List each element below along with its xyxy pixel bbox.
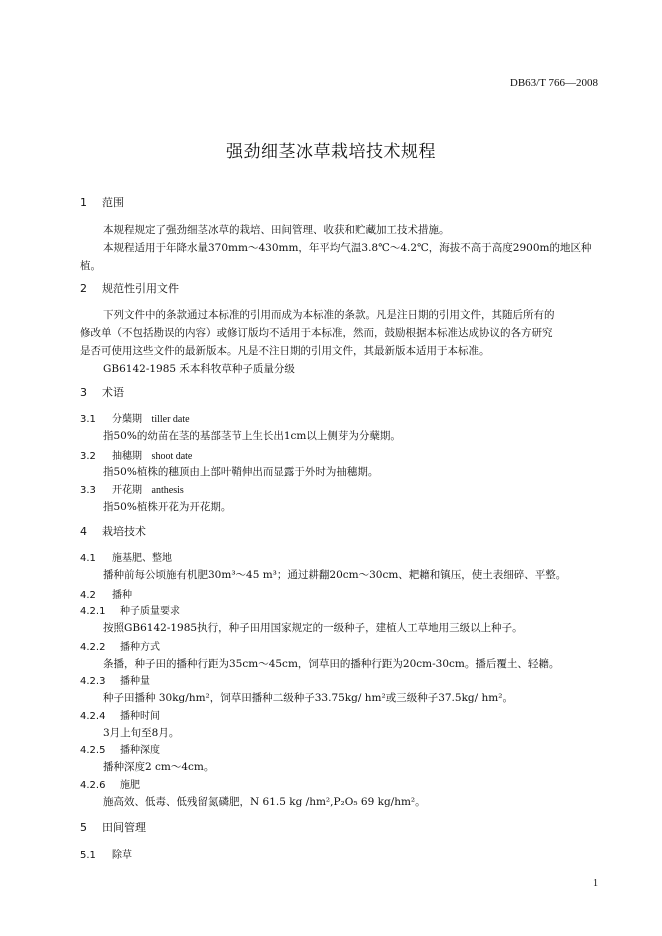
clause-number: 3.2: [80, 451, 96, 462]
term-en: shoot date: [151, 451, 193, 462]
clause-4-2-1-heading: [80, 602, 180, 617]
clause-number: 4.2.5: [80, 745, 106, 756]
s1-paragraph-1: 本规程规定了强劲细茎冰草的栽培、田间管理、收获和贮藏加工技术措施。: [103, 224, 450, 236]
clause-title: 播种: [112, 590, 132, 601]
term-3-3-heading: [80, 481, 184, 496]
clause-4-2-5-heading: [80, 741, 160, 756]
section-4-heading: [80, 523, 146, 539]
clause-4-1-heading: [80, 549, 172, 564]
clause-4-2-2-text: 条播，种子田的播种行距为35cm～45cm，饲草田的播种行距为20cm-30cm。播后覆土、轻耱。: [103, 658, 560, 670]
term-en: tiller date: [151, 414, 190, 425]
term-cn: 开花期: [112, 485, 142, 496]
clause-4-2-6-text: 施高效、低毒、低残留氮磷肥，N 61.5 kg /hm²,P₂O₅ 69 kg/hm²。: [103, 796, 426, 808]
section-title: 范围: [102, 196, 124, 209]
term-3-3-definition: 指50%植株开花为开花期。: [103, 501, 232, 513]
clause-4-2-heading: [80, 586, 132, 601]
section-1-heading: [80, 194, 124, 210]
s2-reference: GB6142-1985 禾本科牧草种子质量分级: [103, 363, 295, 375]
clause-title: 除草: [112, 850, 132, 861]
term-cn: 抽穗期: [112, 451, 142, 462]
term-3-1-heading: [80, 410, 190, 425]
clause-number: 4.1: [80, 553, 96, 564]
clause-title: 播种深度: [120, 745, 160, 756]
section-2-heading: [80, 280, 179, 296]
clause-title: 施肥: [120, 780, 140, 791]
clause-number: 4.2: [80, 590, 96, 601]
clause-title: 播种量: [120, 676, 150, 687]
section-number: 3: [80, 386, 87, 399]
s2-paragraph-line1: 下列文件中的条款通过本标准的引用而成为本标准的条款。凡是注日期的引用文件，其随后所有的: [103, 309, 555, 321]
term-3-1-definition: 指50%的幼苗在茎的基部茎节上生长出1cm以上侧芽为分蘖期。: [103, 430, 401, 442]
term-en: anthesis: [151, 485, 184, 496]
clause-number: 4.2.3: [80, 676, 106, 687]
section-number: 5: [80, 821, 87, 834]
term-3-2-definition: 指50%植株的穗顶由上部叶鞘伸出而显露于外时为抽穗期。: [103, 466, 379, 478]
clause-4-1-text: 播种前每公顷施有机肥30m³～45 m³；通过耕翻20cm～30cm、耙耱和镇压，使土表细碎、平整。: [103, 569, 567, 581]
section-title: 田间管理: [102, 821, 146, 834]
s1-paragraph-2-line1: 本规程适用于年降水量370mm～430mm，年平均气温3.8℃～4.2℃，海拔不高于高度2900m的地区种: [103, 242, 592, 254]
s2-paragraph-line3: 是否可使用这些文件的最新版本。凡是不注日期的引用文件，其最新版本适用于本标准。: [80, 345, 490, 357]
s2-paragraph-line2: 修改单（不包括勘误的内容）或修订版均不适用于本标准，然而，鼓励根据本标准达成协议的各方研究: [80, 327, 553, 339]
section-number: 4: [80, 525, 87, 538]
term-cn: 分蘖期: [112, 414, 142, 425]
clause-4-2-1-text: 按照GB6142-1985执行，种子田用国家规定的一级种子，建植人工草地用三级以上种子。: [103, 622, 523, 634]
term-3-2-heading: [80, 447, 192, 462]
section-title: 规范性引用文件: [102, 282, 179, 295]
clause-title: 施基肥、整地: [112, 553, 172, 564]
clause-number: 4.2.1: [80, 606, 106, 617]
clause-4-2-3-text: 种子田播种 30kg/hm²，饲草田播种二级种子33.75kg/ hm²或三级种子37.5kg/ hm²。: [103, 692, 513, 704]
clause-number: 4.2.6: [80, 780, 106, 791]
clause-number: 3.1: [80, 414, 96, 425]
clause-number: 4.2.2: [80, 642, 106, 653]
clause-number: 5.1: [80, 850, 96, 861]
clause-title: 播种时间: [120, 711, 160, 722]
clause-number: 3.3: [80, 485, 96, 496]
clause-4-2-6-heading: [80, 776, 140, 791]
section-3-heading: [80, 384, 124, 400]
clause-number: 4.2.4: [80, 711, 106, 722]
clause-4-2-4-heading: [80, 707, 160, 722]
clause-4-2-5-text: 播种深度2 cm～4cm。: [103, 761, 215, 773]
clause-5-1-heading: [80, 846, 132, 861]
section-title: 术语: [102, 386, 124, 399]
section-number: 2: [80, 282, 87, 295]
s1-paragraph-2-line2: 植。: [80, 260, 101, 272]
clause-4-2-2-heading: [80, 638, 160, 653]
clause-title: 种子质量要求: [120, 606, 180, 617]
page-title: 强劲细茎冰草栽培技术规程: [226, 142, 436, 162]
clause-title: 播种方式: [120, 642, 160, 653]
clause-4-2-4-text: 3月上旬至8月。: [103, 727, 180, 739]
page-number: 1: [593, 878, 598, 889]
section-number: 1: [80, 196, 87, 209]
section-title: 栽培技术: [102, 525, 146, 538]
document-code: DB63/T 766—2008: [509, 77, 598, 89]
clause-4-2-3-heading: [80, 672, 150, 687]
section-5-heading: [80, 819, 146, 835]
